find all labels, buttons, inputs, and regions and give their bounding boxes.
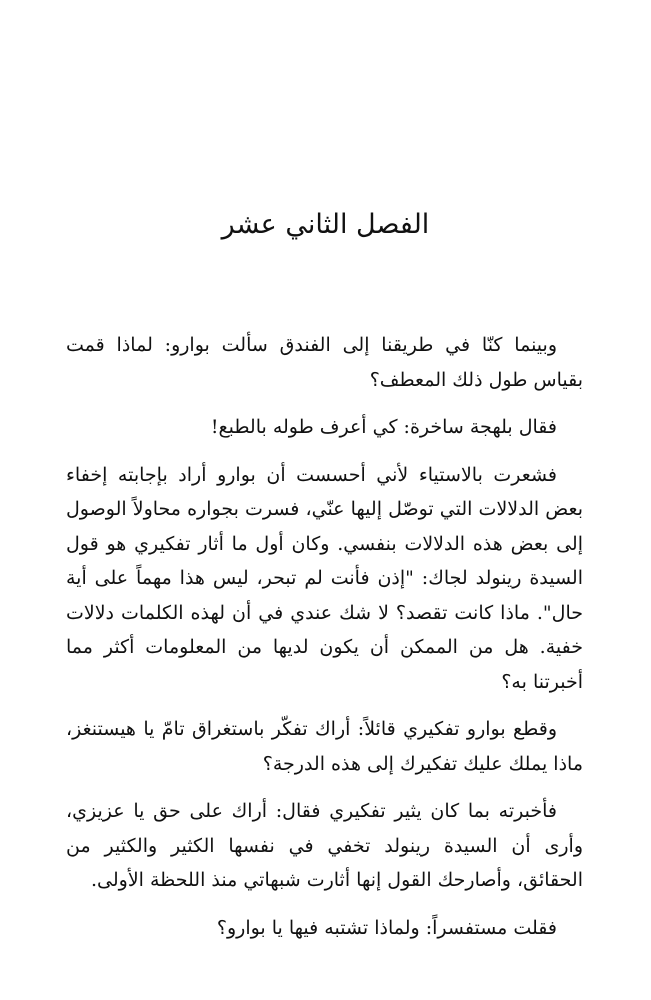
paragraph: فقلت مستفسراً: ولماذا تشتبه فيها يا بوارو؟ [216, 916, 557, 939]
chapter-body [66, 328, 583, 958]
paragraph: فقال بلهجة ساخرة: كي أعرف طوله بالطبع! [210, 416, 557, 438]
chapter-title: الفصل الثاني عشر [221, 209, 430, 240]
paragraph: فأخبرته بما كان يثير تفكيري فقال: أراك على حق يا عزيزي، وأرى أن السيدة رينولد تخفي في نفسها الكثير والكثير من الحقائق، وأصارحك القول إنها أثارت شبهاتي منذ اللحظة الأولى. [66, 800, 583, 891]
paragraph: فشعرت بالاستياء لأني أحسست أن بوارو أراد بإجابته إخفاء بعض الدلالات التي توصّل إليها عنّي، فسرت بجواره محاولاً الوصول إلى بعض هذه الدلالات بنفسي. وكان أول ما أثار تفكيري هو قول السيدة رينولد لجاك: "إذن فأنت لم تبحر، ليس هذا مهماً على أية حال". ماذا كانت تقصد؟ لا شك عندي في أن لهذه الكلمات دلالات خفية. هل من الممكن أن يكون لديها من المعلومات أكثر مما أخبرتنا به؟ [66, 463, 583, 693]
paragraph: وقطع بوارو تفكيري قائلاً: أراك تفكّر باستغراق تامّ يا هيستنغز، ماذا يملك عليك تفكيرك إلى هذه الدرجة؟ [66, 718, 583, 775]
paragraph: وبينما كنّا في طريقنا إلى الفندق سألت بوارو: لماذا قمت بقياس طول ذلك المعطف؟ [66, 334, 583, 391]
